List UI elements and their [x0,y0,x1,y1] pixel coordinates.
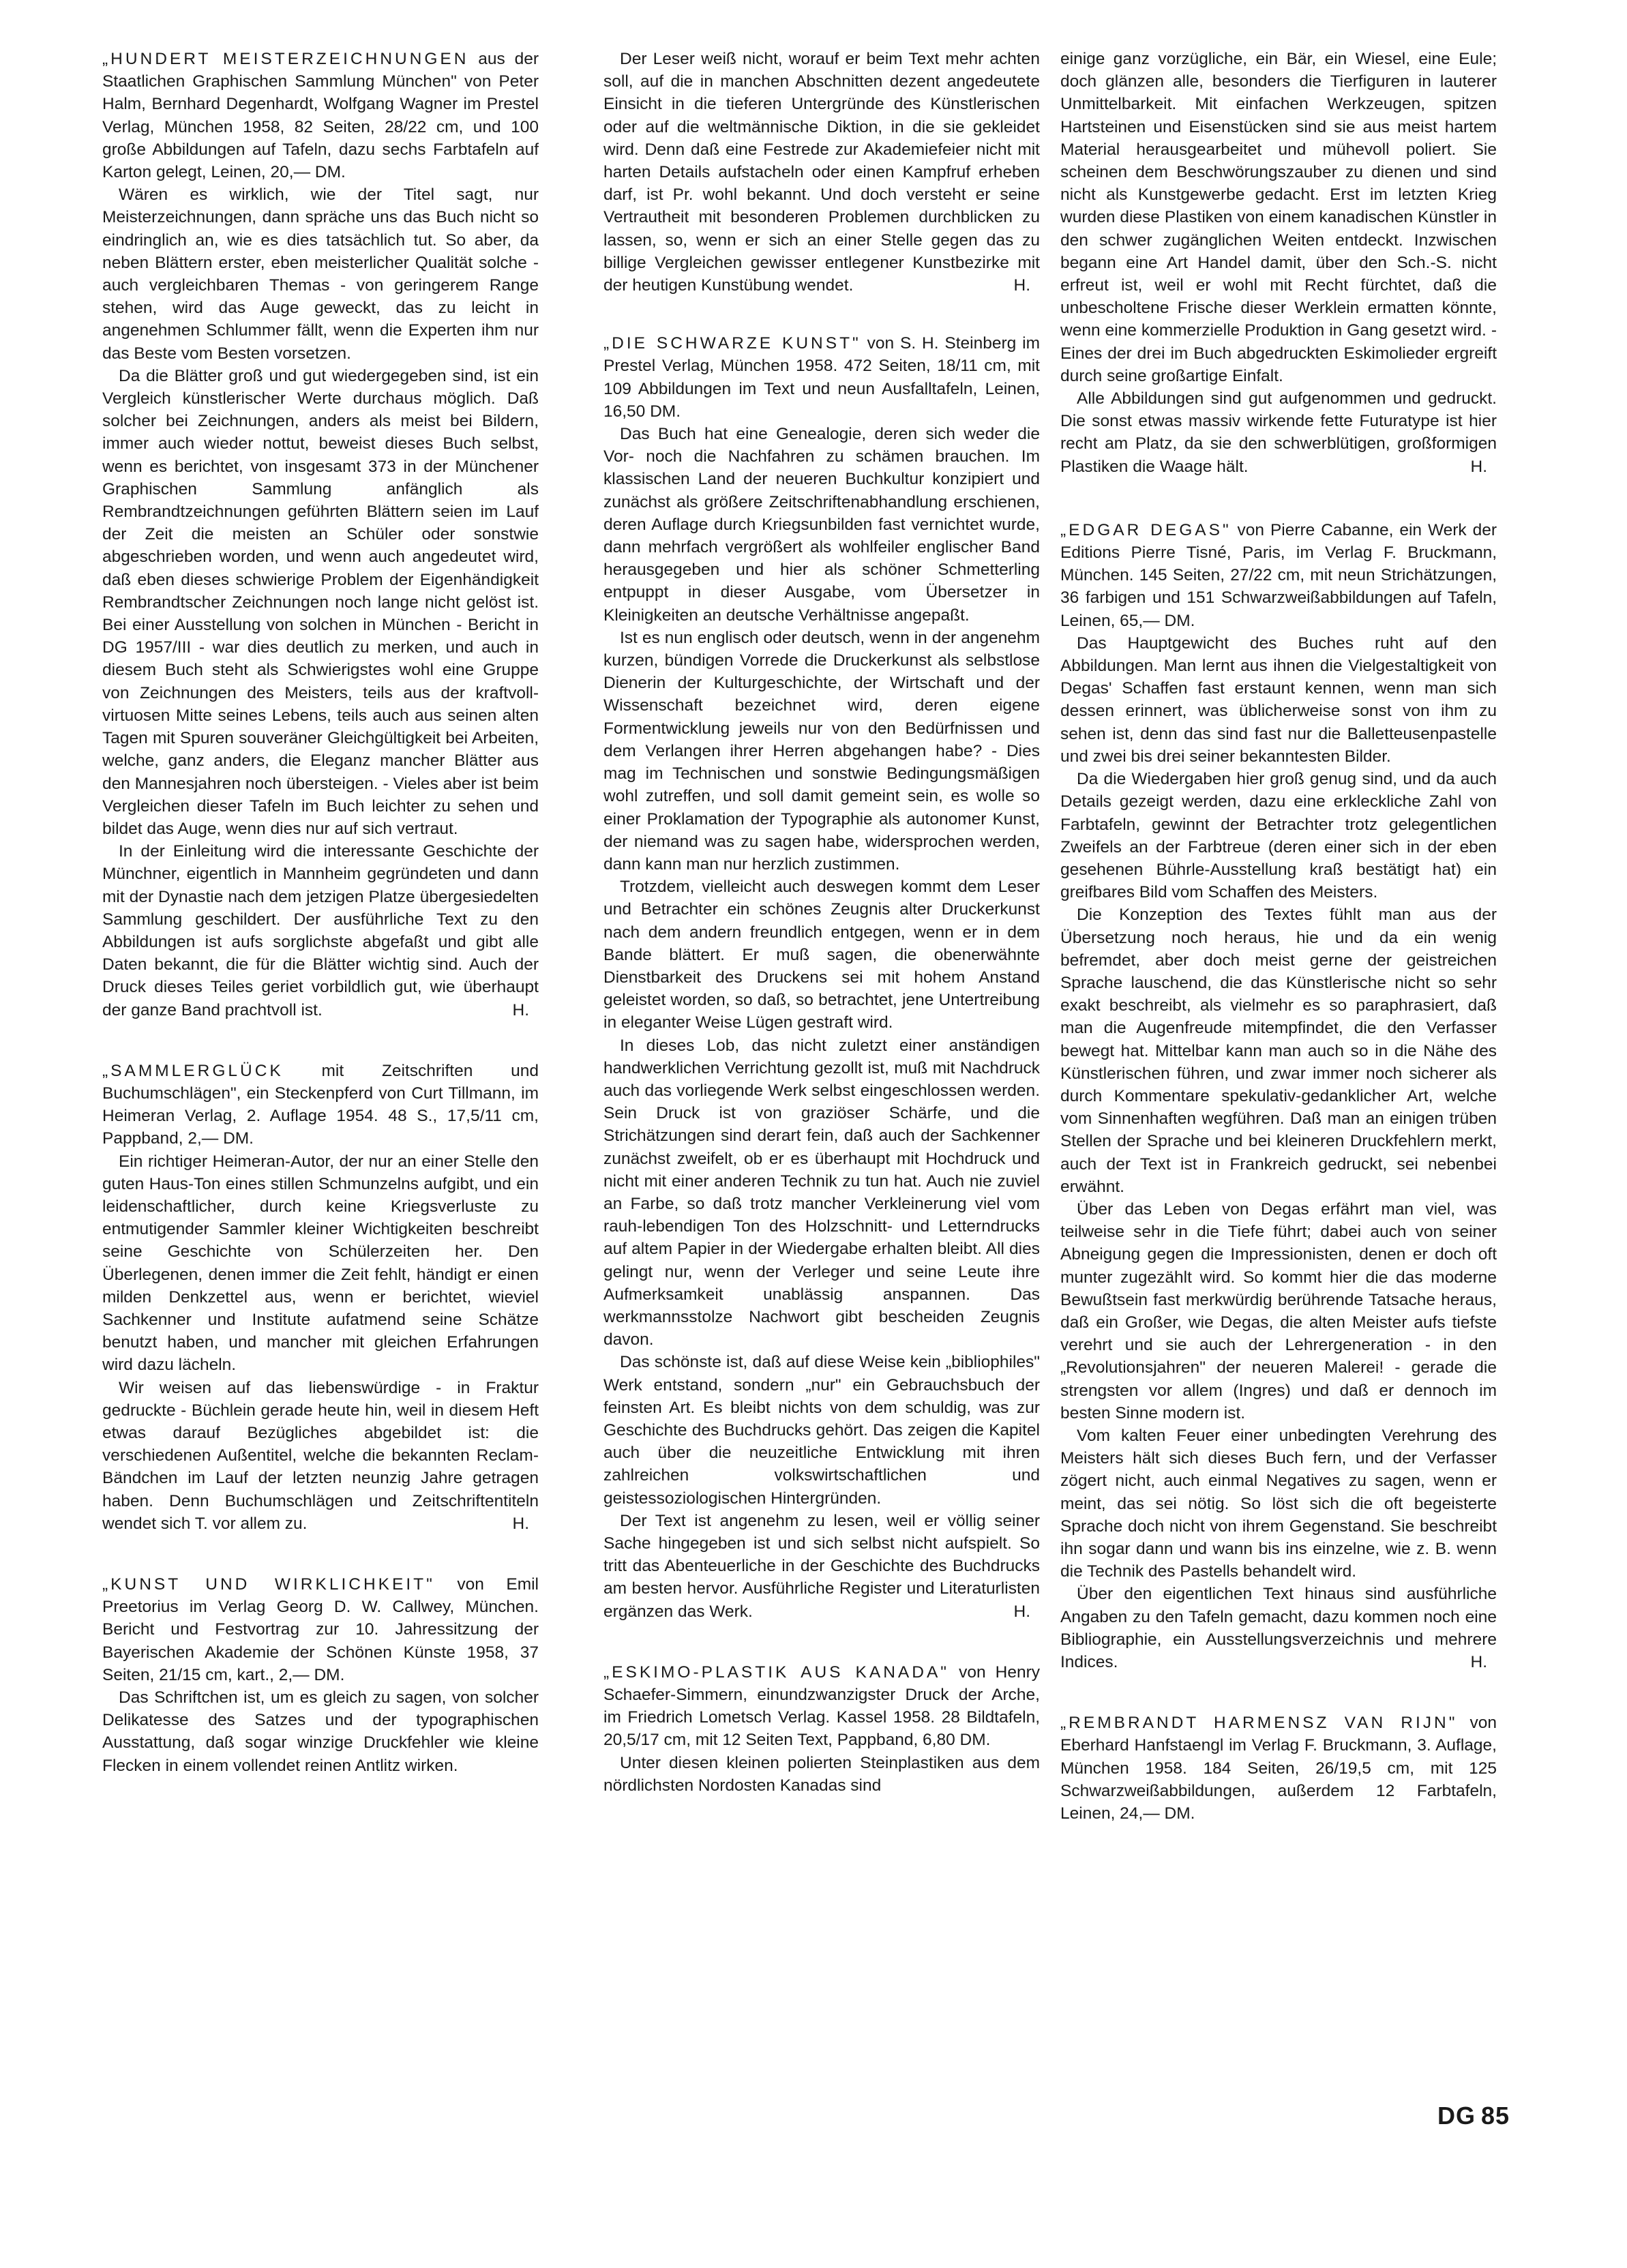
review-paragraph: Alle Abbildungen sind gut aufgenommen und gedruckt. Die sonst etwas massiv wirkende fette Futuratype ist hier recht am Platz, da sie den schwerblütigen, großformigen Plastiken die Waage hält. [1060,389,1497,476]
column-2 [603,48,1040,1836]
review-paragraph: In der Einleitung wird die interessante Geschichte der Münchner, eigentlich in Mannheim gegründeten und dann mit der Dynastie nach dem jetzigen Platze übergesiedelten Sammlung geschildert. Der ausführliche Text zu den Abbildungen ist aufs sorglichste abgefaßt und gibt alle Daten bekannt, die für die Blätter wichtig sind. Auch der Druck dieses Teiles geriet vorbildlich gut, wie überhaupt der ganze Band prachtvoll ist. [102,842,539,1019]
page-footer [1437,2102,1510,2130]
review-heading [1060,1712,1497,1825]
magazine-page [102,48,1527,2128]
review-paragraph: Das Hauptgewicht des Buches ruht auf den Abbildungen. Man lernt aus ihnen die Vielgestaltigkeit von Degas' Schaffen fast erstaunt kennen, wenn man sich dessen erinnert, was üblicherweise sonst von ihm zu sehen ist, denn das sind fast nur die Balletteusenpastelle und zwei bis drei seiner bekanntesten Bilder. [1060,633,1497,766]
review-heading [102,48,539,183]
journal-abbreviation: DG [1437,2102,1476,2130]
review-paragraph: Vom kalten Feuer einer unbedingten Verehrung des Meisters hält sich dieses Buch fern, und der Verfasser zögert nicht, auch einmal Negatives zu sagen, wenn er meint, das sei nötig. So löst sich die oft begeisterte Sprache doch nicht von ihrem Gegenstand. Sie beschreibt ihn sogar dann und wann bis ins einzelne, wie z. B. wenn die Technik des Pastells behandelt wird. [1060,1426,1497,1581]
review-title: „KUNST UND WIRKLICHKEIT" [102,1575,435,1594]
review-paragraph: Über den eigentlichen Text hinaus sind ausführliche Angaben zu den Tafeln gemacht, dazu kommen noch eine Bibliographie, ein Ausstellungsverzeichnis und mehrere Indices. [1060,1585,1497,1672]
review-paragraph: Der Text ist angenehm zu lesen, weil er völlig seiner Sache hingegeben ist und sich selbst nicht aufspielt. So tritt das Abenteuerliche in der Geschichte des Buchdrucks am besten hervor. Ausführliche Register und Literaturlisten ergänzen das Werk. [603,1511,1040,1621]
review-bibliographic-info: von Pierre Cabanne, ein Werk der Editions Pierre Tisné, Paris, im Verlag F. Bruckmann, München. 145 Seiten, 27/22 cm, mit neun Strichätzungen, 36 farbigen und 151 Schwarzweißabbildungen auf Tafeln, Leinen, 65,— DM. [1060,520,1497,630]
review-paragraph: Wären es wirklich, wie der Titel sagt, nur Meisterzeichnungen, dann spräche uns das Buch nicht so eindringlich an, wie es dies tatsächlich tut. So aber, da neben Blättern erster, eben meisterlicher Qualität solche - auch vergleichbaren Themas - von geringerem Range stehen, wird das Auge geweckt, das zu leicht in angenehmen Schlummer fällt, wenn die Experten ihm nur das Beste vom Besten vorsetzen. [102,185,539,363]
page-number: 85 [1480,2102,1510,2130]
review-paragraph: Der Leser weiß nicht, worauf er beim Text mehr achten soll, auf die in manchen Abschnitten dezent angedeutete Einsicht in die tieferen Untergründe des Künstlerischen oder auf die weltmännische Diktion, in die sie gekleidet wird. Denn daß eine Festrede zur Akademiefeier nicht mit harten Details aufstacheln oder einen Kampfruf erheben darf, ist Pr. wohl bekannt. Und doch versteht er seine Vertrautheit mit besonderen Problemen durchblicken zu lassen, so, wenn er sich an einer Stelle gegen das zu billige Vergleichen gewisser entlegener Kunstbezirke mit der heutigen Kunstübung wendet. [603,50,1040,295]
review-paragraph: Unter diesen kleinen polierten Steinplastiken aus dem nördlichsten Nordosten Kanadas sind [603,1753,1040,1795]
review-paragraph: Über das Leben von Degas erfährt man viel, was teilweise sehr in die Tiefe führt; dabei auch von seiner Abneigung gegen die Impressionisten, denen er doch oft munter zugezählt wird. So kommt hier die das moderne Bewußtsein fast merkwürdig berührende Tatsache heraus, daß ein Großer, wie Degas, die alten Meister aufs tiefste verehrt und sie auch der Lehrergeneration - in den „Revolutionsjahren" der neueren Malerei! - gerade die strengsten vor allem (Ingres) und daß er dennoch im besten Sinne modern ist. [1060,1199,1497,1422]
review-signature: H. [512,1000,529,1019]
review-paragraph: Da die Blätter groß und gut wiedergegeben sind, ist ein Vergleich künstlerischer Werte durchaus möglich. Daß solcher bei Zeichnungen, anders als meist bei Bildern, immer auch wieder nottut, beweist dieses Buch selbst, wenn es berichtet, von insgesamt 373 in der Münchener Graphischen Sammlung anfänglich als Rembrandtzeichnungen geführten Blättern seien im Lauf der Zeit die meisten an Schüler oder sonstwie abgeschrieben worden, und wenn auch angedeutet wird, daß eben dieses schwierige Problem der Eigenhändigkeit Rembrandtscher Zeichnungen noch lange nicht gelöst ist. Bei einer Ausstellung von solchen in München - Bericht in DG 1957/III - war dies deutlich zu merken, und auch in diesem Buch steht als Schwierigstes wohl eine Gruppe von Zeichnungen des Meisters, teils aus der kraftvoll-virtuosen Mitte seines Lebens, teils auch aus seinen alten Tagen mit Spuren souveräner Gleichgültigkeit bei Arbeiten, welche, ganz anders, die Eleganz mancher Blätter aus den Mannesjahren noch übersteigen. - Vieles aber ist beim Vergleichen dieser Tafeln im Buch leichter zu sehen und bildet das Auge, wenn dies nur auf sich vertraut. [102,366,539,838]
review-paragraph: einige ganz vorzügliche, ein Bär, ein Wiesel, eine Eule; doch glänzen alle, besonders die Tierfiguren in lauterer Unmittelbarkeit. Mit einfachen Werkzeugen, spitzen Hartsteinen und Eisenstücken sind sie aus meist hartem Material herausgearbeitet und mühevoll poliert. Sie scheinen dem Beschwörungszauber zu dienen und sind nicht als Kunstgewerbe gedacht. Erst im letzten Krieg wurden diese Plastiken von einem kanadischen Künstler in den schwer zugänglichen Weiten entdeckt. Inzwischen begann eine Art Handel damit, über den Sch.-S. nicht erfreut ist, weil er wohl mit Recht fürchtet, daß die unbescholtene Frische dieser Werklein ermatten könnte, wenn eine kommerzielle Produktion in Gang gesetzt wird. - Eines der drei im Buch abgedruckten Eskimolieder ergreift durch seine großartige Einfalt. [1060,50,1497,385]
review-bibliographic-info: mit Zeitschriften und Buchumschlägen", ein Steckenpferd von Curt Tillmann, im Heimeran Verlag, 2. Auflage 1954. 48 S., 17,5/11 cm, Pappband, 2,— DM. [102,1061,539,1148]
column-3 [1060,48,1497,1864]
review-heading [102,1573,539,1686]
review-paragraph: Das Schriftchen ist, um es gleich zu sagen, von solcher Delikatesse des Satzes und der typographischen Ausstattung, daß sogar winzige Druckfehler wie kleine Flecken in einem vollendet reinen Antlitz wirken. [102,1688,539,1775]
review-heading [603,1661,1040,1752]
review-sammlerglueck [102,1060,539,1535]
review-die-schwarze-kunst [603,332,1040,1623]
review-edgar-degas [1060,519,1497,1673]
review-paragraph: Wir weisen auf das liebenswürdige - in Fraktur gedruckte - Büchlein gerade heute hin, weil in diesem Heft etwas darauf Bezügliches abgebildet ist: die verschiedenen Außentitel, welche die bekannten Reclam-Bändchen im Lauf der letzten neunzig Jahre getragen haben. Denn Buchumschlägen und Zeitschriftentiteln wendet sich T. vor allem zu. [102,1378,539,1533]
review-paragraph: Das schönste ist, daß auf diese Weise kein „bibliophiles" Werk entstand, sondern „nur" ein Gebrauchsbuch der feinsten Art. Es bleibt nichts von dem schuldig, was zur Geschichte des Buchdrucks gehört. Das zeigen die Kapitel auch über die neuzeitliche Entwicklung mit ihren zahlreichen volkswirtschaftlichen und geistessoziologischen Hintergründen. [603,1353,1040,1508]
review-paragraph: Ist es nun englisch oder deutsch, wenn in der angenehm kurzen, bündigen Vorrede die Druckerkunst als selbstlose Dienerin der Kulturgeschichte, der Wirtschaft und der Wissenschaft bezeichnet wird, deren eigene Formentwicklung jeweils nur von den Bedürfnissen und dem Verlangen ihrer Herren abgehangen habe? - Dies mag im Technischen und sonstwie Bedingungsmäßigen wohl zutreffen, und soll damit gemeint sein, es wolle so einer Proklamation der Typographie als autonomer Kunst, der niemand was zu sagen habe, widersprochen werden, dann kann man nur herzlich zustimmen. [603,628,1040,874]
review-bibliographic-info: von Emil Preetorius im Verlag Georg D. W. Callwey, München. Bericht und Festvortrag zur 10. Jahressitzung der Bayerischen Akademie der Schönen Künste 1958, 37 Seiten, 21/15 cm, kart., 2,— DM. [102,1575,539,1684]
review-title: „REMBRANDT HARMENSZ VAN RIJN" [1060,1714,1458,1733]
review-paragraph: Die Konzeption des Textes fühlt man aus der Übersetzung noch heraus, hie und da ein wenig befremdet, aber doch meist gerne der geistreichen Sprache lauschend, die das Künstlerische nicht so sehr exakt beschreibt, als vielmehr es so paraphrasiert, daß man die Augenfreude mitempfindet, die den Verfasser bewegt hat. Mittelbar kann man auch so in die Nähe des Künstlerischen führen, und zwar immer noch sicherer als durch Kommentare spekulativ-gedanklicher Art, welche vom Sinnenhaften wegführen. Daß man an einigen trüben Stellen der Sprache und bei kleineren Druckfehlern merkt, auch der Text ist in Frankreich gedruckt, sei nebenbei erwähnt. [1060,906,1497,1196]
review-paragraph: Das Buch hat eine Genealogie, deren sich weder die Vor- noch die Nachfahren zu schämen brauchen. Im klassischen Land der neueren Buchkultur konzipiert und zunächst als größere Zeitschriftenabhandlung erschienen, deren Auflage durch Kriegsunbilden fast vernichtet wurde, dann mehrfach vergrößert als wohlfeiler englischer Band herausgegeben und hier als schöner Schmetterling entpuppt in dieser Ausgabe, vom Übersetzer in Kleinigkeiten an deutsche Verhältnisse angepaßt. [603,425,1040,625]
review-title: „SAMMLERGLÜCK [102,1061,284,1080]
review-bibliographic-info: von Henry Schaefer-Simmern, einundzwanzigster Druck der Arche, im Friedrich Lometsch Verlag. Kassel 1958. 28 Bildtafeln, 20,5/17 cm, mit 12 Seiten Text, Pappband, 6,80 DM. [603,1662,1040,1750]
review-kunst-und-wirklichkeit-continued [603,48,1040,297]
review-title: „EDGAR DEGAS" [1060,520,1232,539]
review-signature: H. [1013,1602,1030,1621]
review-heading [102,1060,539,1150]
review-paragraph: Da die Wiedergaben hier groß genug sind, und da auch Details gezeigt werden, dazu eine erkleckliche Zahl von Farbtafeln, gewinnt der Betrachter trotz gelegentlichen Zweifels an der Farbtreue (deren einer sich in der eben gesehenen Bührle-Ausstellung kraß bestätigt hat) ein greifbares Bild vom Schaffen des Meisters. [1060,770,1497,902]
review-hundert-meisterzeichnungen [102,48,539,1021]
review-bibliographic-info: von Eberhard Hanfstaengl im Verlag F. Bruckmann, 3. Auflage, München 1958. 184 Seiten, 26/19,5 cm, mit 125 Schwarzweißabbildungen, außerdem 12 Farbtafeln, Leinen, 24,— DM. [1060,1714,1497,1823]
review-paragraph: Trotzdem, vielleicht auch deswegen kommt dem Leser und Betrachter ein schönes Zeugnis alter Druckerkunst nach dem andern freundlich entgegen, wenn er in dem Bande blättert. Er muß sagen, die obenerwähnte Dienstbarkeit des Druckens sei mit hohem Anstand geleistet worden, so daß, so betrachtet, jene Untertreibung in eleganter Weise Lügen gestraft wird. [603,878,1040,1032]
review-eskimo-plastik-continued [1060,48,1497,478]
review-bibliographic-info: von S. H. Steinberg im Prestel Verlag, München 1958. 472 Seiten, 18/11 cm, mit 109 Abbildungen im Text und neun Ausfalltafeln, Leinen, 16,50 DM. [603,334,1040,421]
review-heading [1060,519,1497,632]
review-title: „DIE SCHWARZE KUNST" [603,334,861,353]
review-eskimo-plastik [603,1661,1040,1797]
review-signature: H. [1013,276,1030,295]
review-signature: H. [1470,457,1487,476]
review-paragraph: Ein richtiger Heimeran-Autor, der nur an einer Stelle den guten Haus-Ton eines stillen Schmunzelns aufgibt, und ein leidenschaftlicher, durch keine Kriegsverluste zu entmutigender Sammler kleiner Wichtigkeiten beschreibt seine Geschichte von Schülerzeiten her. Den Überlegenen, denen immer die Zeit fehlt, händigt er einen milden Denkzettel aus, wenn er berichtet, wieviel Sachkenner und Institute aufatmend seine Schätze benutzt haben, und mancher mit gleichen Erfahrungen wird dazu lächeln. [102,1152,539,1375]
column-1 [102,48,539,1817]
review-paragraph: In dieses Lob, das nicht zuletzt einer anständigen handwerklichen Verrichtung gezollt ist, muß mit Nachdruck auch das vorliegende Werk selbst eingeschlossen werden. Sein Druck ist von graziöser Schärfe, und die Strichätzungen sind derart fein, daß auch der Sachkenner zunächst zweifelt, ob er es überhaupt mit Hochdruck und nicht mit einer anderen Technik zu tun hat. Auch nie zuviel an Farbe, so daß trotz mancher Verkleinerung viel vom rauh-lebendigen Ton des Holzschnitt- und Letterndrucks auf altem Papier in der Wiedergabe erhalten bleibt. All dies gelingt nur, wenn der Verleger und seine Leute ihre Aufmerksamkeit unablässig anspannen. Das werkmannsstolze Nachwort gibt bescheiden Zeugnis davon. [603,1036,1040,1349]
review-kunst-und-wirklichkeit [102,1573,539,1777]
review-rembrandt [1060,1712,1497,1825]
review-bibliographic-info: aus der Staatlichen Graphischen Sammlung München" von Peter Halm, Bernhard Degenhardt, Wolfgang Wagner im Prestel Verlag, München 1958, 82 Seiten, 28/22 cm, und 100 große Abbildungen auf Tafeln, dazu sechs Farbtafeln auf Karton gelegt, Leinen, 20,— DM. [102,50,539,182]
review-signature: H. [1470,1653,1487,1672]
review-signature: H. [512,1515,529,1533]
review-title: „HUNDERT MEISTERZEICHNUNGEN [102,50,469,68]
review-heading [603,332,1040,423]
review-title: „ESKIMO-PLASTIK AUS KANADA" [603,1662,949,1682]
